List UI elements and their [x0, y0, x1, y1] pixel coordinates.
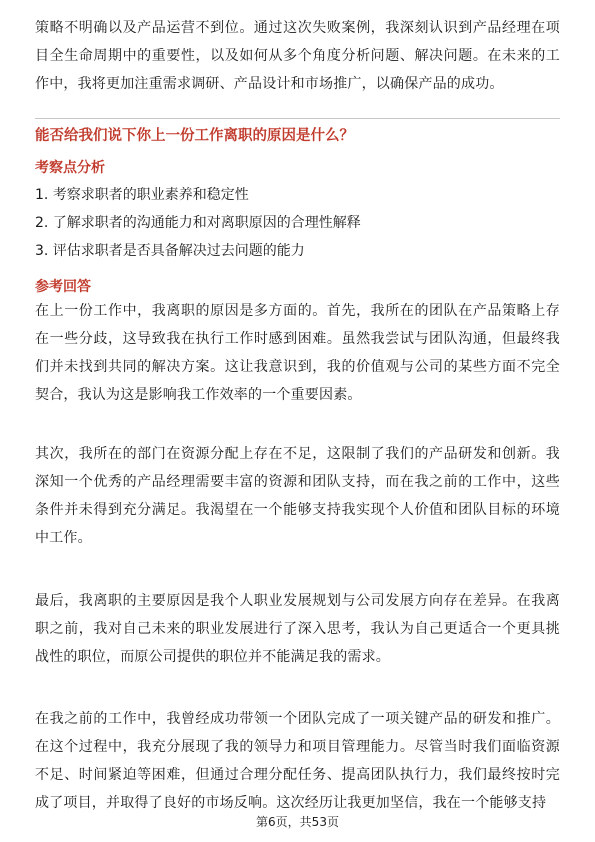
analysis-item: 2. 了解求职者的沟通能力和对离职原因的合理性解释	[35, 215, 361, 231]
analysis-item: 3. 评估求职者是否具备解决过去问题的能力	[35, 243, 305, 259]
answer-paragraph: 其次，我所在的部门在资源分配上存在不足，这限制了我们的产品研发和创新。我深知一个优秀的产品经理需要丰富的资源和团队支持，而在我之前的工作中，这些条件并未得到充分满足。我渴望在一个能够支持我实现个人价值和团队目标的环境中工作。	[35, 446, 560, 546]
analysis-heading: 考察点分析	[35, 160, 105, 176]
answer-heading: 参考回答	[35, 279, 91, 295]
answer-paragraph: 在上一份工作中，我离职的原因是多方面的。首先，我所在的团队在产品策略上存在一些分歧，这导致我在执行工作时感到困难。虽然我尝试与团队沟通，但最终我们并未找到共同的解决方案。这让我意识到，我的价值观与公司的某些方面不完全契合，我认为这是影响我工作效率的一个重要因素。	[35, 303, 560, 403]
intro-paragraph: 策略不明确以及产品运营不到位。通过这次失败案例，我深刻认识到产品经理在项目全生命周期中的重要性，以及如何从多个角度分析问题、解决问题。在未来的工作中，我将更加注重需求调研、产品设计和市场推广，以确保产品的成功。	[35, 20, 560, 92]
analysis-item: 1. 考察求职者的职业素养和稳定性	[35, 187, 249, 203]
answer-paragraph: 在我之前的工作中，我曾经成功带领一个团队完成了一项关键产品的研发和推广。在这个过程中，我充分展现了我的领导力和项目管理能力。尽管当时我们面临资源不足、时间紧迫等困难，但通过合理分配任务、提高团队执行力，我们最终按时完成了项目，并取得了良好的市场反响。这次经历让我更加坚信，我在一个能够支持	[35, 711, 560, 811]
document-page	[35, 0, 560, 842]
question-heading: 能否给我们说下你上一份工作离职的原因是什么？	[35, 128, 354, 144]
answer-paragraph: 最后，我离职的主要原因是我个人职业发展规划与公司发展方向存在差异。在我离职之前，我对自己未来的职业发展进行了深入思考，我认为自己更适合一个更具挑战性的职位，而原公司提供的职位并不能满足我的需求。	[35, 593, 560, 665]
section-divider	[35, 118, 560, 119]
page-number: 第6页，共53页	[256, 815, 339, 829]
